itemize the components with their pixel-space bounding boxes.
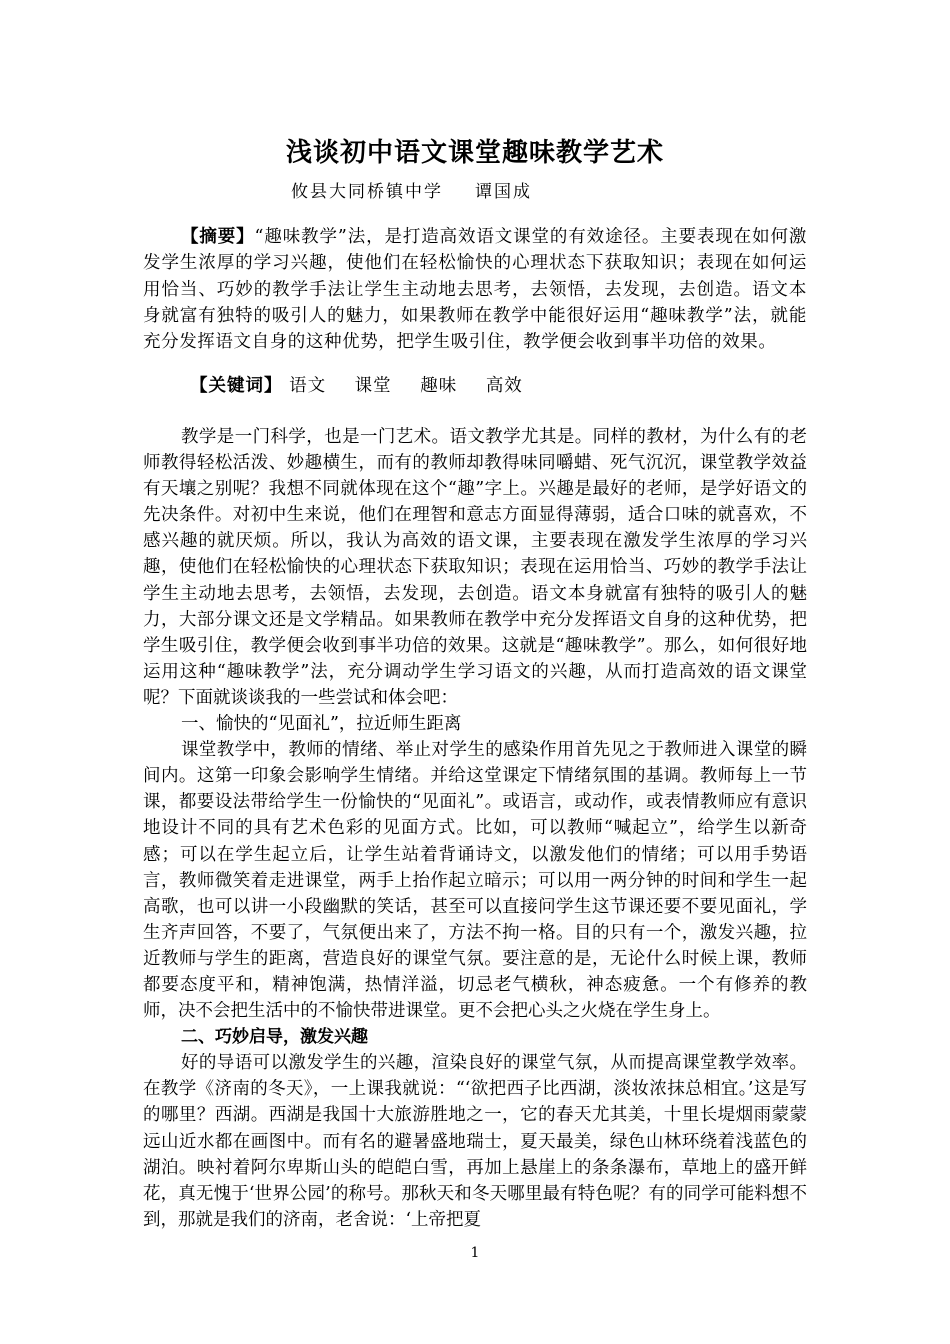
intro-paragraph: 教学是一门科学，也是一门艺术。语文教学尤其是。同样的教材，为什么有的老师教得轻松活泼、妙趣横生，而有的教师却教得味同嚼蜡、死气沉沉，课堂教学效益有天壤之别呢？我想不同就体现在这个“趣”字上。兴趣是最好的老师，是学好语文的先决条件。对初中生来说，他们在理智和意志方面显得薄弱，适合口味的就喜欢，不感兴趣的就厌烦。所以，我认为高效的语文课，主要表现在激发学生浓厚的学习兴趣，使他们在轻松愉快的心理状态下获取知识；表现在运用恰当、巧妙的教学手法让学生主动地去思考，去领悟，去发现，去创造。语文本身就富有独特的吸引人的魅力，大部分课文还是文学精品。如果教师在教学中充分发挥语文自身的这种优势，把学生吸引住，教学便会收到事半功倍的效果。这就是“趣味教学”。那么，如何很好地运用这种“趣味教学”法，充分调动学生学习语文的兴趣，从而打造高效的语文课堂呢？下面就谈谈我的一些尝试和体会吧： <box>143 427 807 708</box>
school-name: 攸县大同桥镇中学 <box>291 182 443 202</box>
keyword: 高效 <box>485 376 523 396</box>
section-1-paragraph: 课堂教学中，教师的情绪、举止对学生的感染作用首先见之于教师进入课堂的瞬间内。这第一印象会影响学生情绪。并给这堂课定下情绪氛围的基调。教师每上一节课，都要设法带给学生一份愉快的“见面礼”。或语言，或动作，或表情教师应有意识地设计不同的具有艺术色彩的见面方式。比如，可以教师“喊起立”，给学生以新奇感；可以在学生起立后，让学生站着背诵诗文，以激发他们的情绪；可以用手势语言，教师微笑着走进课堂，两手上抬作起立暗示；可以用一两分钟的时间和学生一起高歌，也可以讲一小段幽默的笑话，甚至可以直接问学生这节课还要不要见面礼，学生齐声回答，不要了，气氛便出来了，方法不拘一格。目的只有一个，激发兴趣，拉近教师与学生的距离，营造良好的课堂气氛。要注意的是，无论什么时候上课，教师都要态度平和，精神饱满，热情洋溢，切忌老气横秋，神态疲惫。一个有修养的教师，决不会把生活中的不愉快带进课堂。更不会把心头之火烧在学生身上。 <box>143 740 807 1022</box>
abstract-paragraph <box>143 224 807 355</box>
section-heading-2: 二、巧妙启导，激发兴趣 <box>181 1027 368 1048</box>
keywords-label: 【关键词】 <box>190 376 283 396</box>
keyword: 课堂 <box>354 376 392 396</box>
keyword: 趣味 <box>420 376 458 396</box>
abstract-section <box>143 224 807 355</box>
abstract-text: “趣味教学”法，是打造高效语文课堂的有效途径。主要表现在如何激发学生浓厚的学习兴趣，使他们在轻松愉快的心理状态下获取知识；表现在如何运用恰当、巧妙的教学手法让学生主动地去思考，去领悟，去发现，去创造。语文本身就富有独特的吸引人的魅力，如果教师在教学中能很好运用“趣味教学”法，就能充分发挥语文自身的这种优势，把学生吸引住，教学便会收到事半功倍的效果。 <box>143 227 807 353</box>
byline <box>291 177 532 202</box>
keyword: 语文 <box>289 376 327 396</box>
abstract-label: 【摘要】 <box>181 227 255 247</box>
author-name: 谭国成 <box>475 182 532 202</box>
article-body <box>143 424 807 1233</box>
document-title: 浅谈初中语文课堂趣味教学艺术 <box>285 138 664 168</box>
section-2-paragraph: 好的导语可以激发学生的兴趣，渲染良好的课堂气氛，从而提高课堂教学效率。在教学《济南的冬天》，一上课我就说：“‘欲把西子比西湖，淡妆浓抹总相宜。’这是写的哪里？西湖。西湖是我国十大旅游胜地之一，它的春天尤其美，十里长堤烟雨蒙蒙远山近水都在画图中。而有名的避暑盛地瑞士，夏天最美，绿色山林环绕着浅蓝色的湖泊。映衬着阿尔卑斯山头的皑皑白雪，再加上悬崖上的条条瀑布，草地上的盛开鲜花，真无愧于‘世界公园’的称号。那秋天和冬天哪里最有特色呢？有的同学可能料想不到，那就是我们的济南，老舍说：‘上帝把夏 <box>143 1053 807 1230</box>
section-heading-1: 一、愉快的“见面礼”，拉近师生距离 <box>181 714 462 735</box>
keywords-row <box>190 372 545 397</box>
page-number: 1 <box>470 1245 480 1261</box>
